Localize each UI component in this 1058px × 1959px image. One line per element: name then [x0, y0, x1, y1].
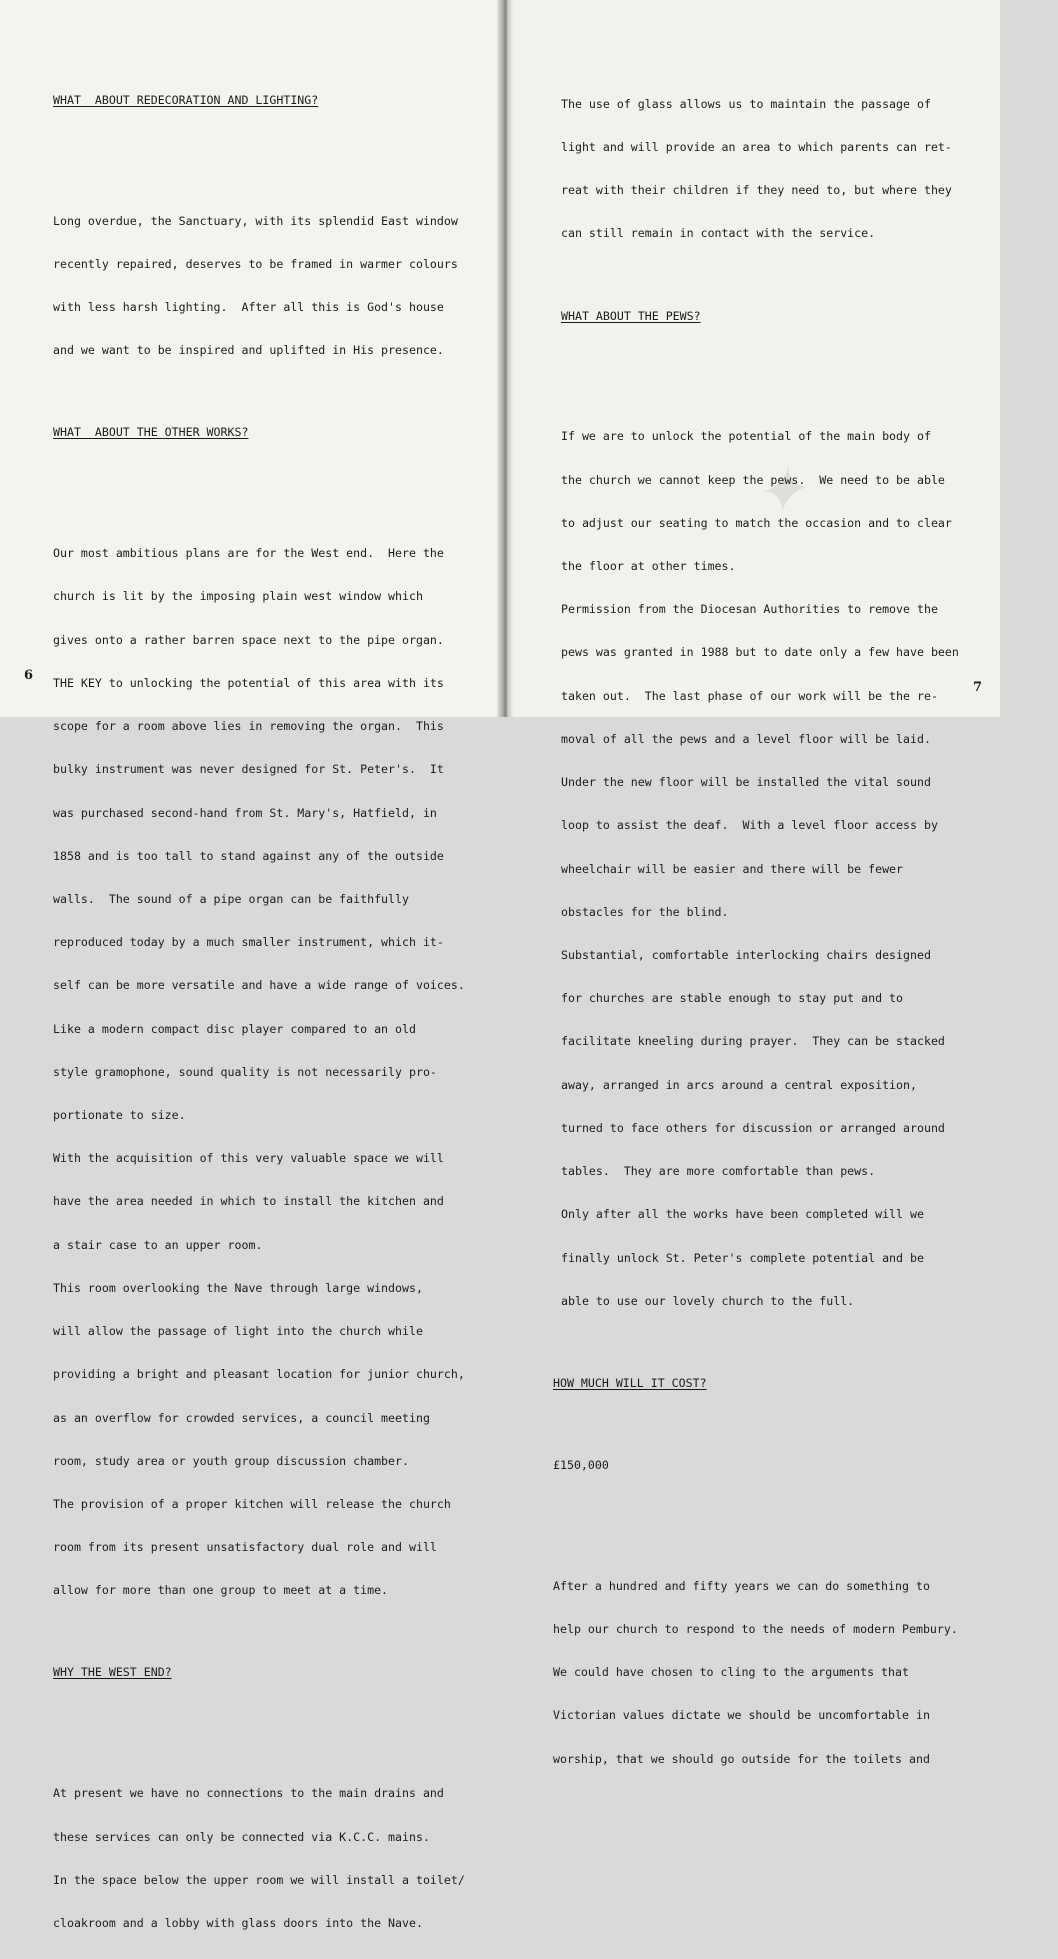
page-number-right: 7: [973, 680, 983, 695]
body-line: able to use our lovely church to the full.: [561, 1293, 855, 1308]
body-line: have the area needed in which to install the kitchen and: [53, 1194, 444, 1209]
body-line: gives onto a rather barren space next to the pipe organ.: [53, 632, 444, 647]
body-line: After a hundred and fifty years we can do something to: [553, 1578, 930, 1593]
right-page: [503, 0, 1000, 1766]
heading-other-works: WHAT ABOUT THE OTHER WORKS?: [53, 425, 249, 440]
binding-gutter: [497, 0, 513, 717]
body-line: tables. They are more comfortable than pews.: [561, 1164, 876, 1179]
body-line: self can be more versatile and have a wide range of voices.: [53, 978, 465, 993]
body-line: away, arranged in arcs around a central exposition,: [561, 1077, 917, 1092]
body-line: The provision of a proper kitchen will release the church: [53, 1497, 451, 1511]
body-line: The use of glass allows us to maintain the passage of: [561, 96, 931, 111]
heading-cost: HOW MUCH WILL IT COST?: [553, 1375, 707, 1390]
body-line: the floor at other times.: [561, 559, 736, 573]
body-line: Permission from the Diocesan Authorities to remove the: [561, 602, 938, 617]
body-line: Under the new floor will be installed the vital sound: [561, 775, 931, 790]
body-line: providing a bright and pleasant location for junior church,: [53, 1367, 465, 1382]
body-line: walls. The sound of a pipe organ can be faithfully: [53, 891, 409, 906]
body-line: taken out. The last phase of our work will be the re-: [561, 688, 938, 703]
body-line: these services can only be connected via K.C.C. mains.: [53, 1829, 430, 1844]
left-page-text: [53, 64, 556, 1959]
body-line: room, study area or youth group discussion chamber.: [53, 1453, 409, 1468]
body-line: with less harsh lighting. After all this is God's house: [53, 300, 444, 315]
heading-west-end: WHY THE WEST END?: [53, 1665, 172, 1680]
body-line: 1858 and is too tall to stand against any of the outside: [53, 848, 444, 863]
left-page: [0, 0, 503, 1930]
body-line: facilitate kneeling during prayer. They can be stacked: [561, 1034, 945, 1049]
heading-redecoration: WHAT ABOUT REDECORATION AND LIGHTING?: [53, 92, 319, 107]
body-line: the church we cannot keep the pews. We need to be able: [561, 472, 945, 487]
body-line: church is lit by the imposing plain west window which: [53, 589, 423, 604]
body-line: style gramophone, sound quality is not necessarily pro-: [53, 1064, 437, 1079]
body-line: This room overlooking the Nave through large windows,: [53, 1280, 423, 1295]
body-line: loop to assist the deaf. With a level floor access by: [561, 818, 938, 833]
body-line: moval of all the pews and a level floor will be laid.: [561, 731, 931, 746]
body-line: as an overflow for crowded services, a council meeting: [53, 1410, 430, 1425]
body-line: can still remain in contact with the service.: [561, 226, 876, 241]
body-line: Victorian values dictate we should be uncomfortable in: [553, 1708, 930, 1723]
body-line: Only after all the works have been completed will we: [561, 1207, 924, 1222]
body-line: Like a modern compact disc player compared to an old: [53, 1021, 416, 1036]
body-line: scope for a room above lies in removing the organ. This: [53, 719, 444, 734]
body-line: At present we have no connections to the main drains and: [53, 1786, 444, 1801]
body-line: With the acquisition of this very valuable space we will: [53, 1151, 444, 1166]
body-line: help our church to respond to the needs of modern Pembury.: [553, 1621, 958, 1636]
body-line: Substantial, comfortable interlocking chairs designed: [561, 947, 931, 962]
body-line: to adjust our seating to match the occasion and to clear: [561, 515, 952, 530]
right-page-text: [553, 68, 1058, 1795]
body-line: a stair case to an upper room.: [53, 1237, 263, 1252]
body-line: allow for more than one group to meet at a time.: [53, 1583, 389, 1598]
body-line: was purchased second-hand from St. Mary's, Hatfield, in: [53, 805, 437, 820]
heading-pews: WHAT ABOUT THE PEWS?: [561, 308, 701, 323]
body-line: In the space below the upper room we will install a toilet/: [53, 1872, 465, 1887]
body-line: worship, that we should go outside for the toilets and: [553, 1751, 930, 1766]
body-line: pews was granted in 1988 but to date only a few have been: [561, 645, 959, 660]
body-line: wheelchair will be easier and there will be fewer: [561, 861, 904, 876]
body-line: room from its present unsatisfactory dual role and will: [53, 1540, 437, 1555]
body-line: reat with their children if they need to, but where they: [561, 183, 952, 198]
body-line: portionate to size.: [53, 1108, 186, 1123]
body-line: recently repaired, deserves to be framed in warmer colours: [53, 256, 458, 271]
body-line: for churches are stable enough to stay put and to: [561, 991, 904, 1006]
body-line: and we want to be inspired and uplifted in His presence.: [53, 343, 444, 358]
body-line: will allow the passage of light into the church while: [53, 1324, 423, 1339]
page-number-left: 6: [24, 668, 34, 683]
body-line: Long overdue, the Sanctuary, with its splendid East window: [53, 213, 458, 228]
body-line: THE KEY to unlocking the potential of this area with its: [53, 675, 444, 690]
body-line: We could have chosen to cling to the arguments that: [553, 1665, 909, 1680]
body-line: bulky instrument was never designed for St. Peter's. It: [53, 762, 444, 777]
body-line: Our most ambitious plans are for the West end. Here the: [53, 546, 444, 561]
cost-amount: £150,000: [553, 1457, 609, 1472]
body-line: cloakroom and a lobby with glass doors into the Nave.: [53, 1915, 423, 1930]
watermark-decoration: ✦: [749, 452, 811, 532]
body-line: finally unlock St. Peter's complete potential and be: [561, 1250, 924, 1265]
body-line: obstacles for the blind.: [561, 904, 729, 919]
body-line: turned to face others for discussion or arranged around: [561, 1120, 945, 1135]
body-line: If we are to unlock the potential of the main body of: [561, 429, 931, 444]
body-line: reproduced today by a much smaller instrument, which it-: [53, 935, 444, 950]
body-line: light and will provide an area to which parents can ret-: [561, 140, 952, 155]
